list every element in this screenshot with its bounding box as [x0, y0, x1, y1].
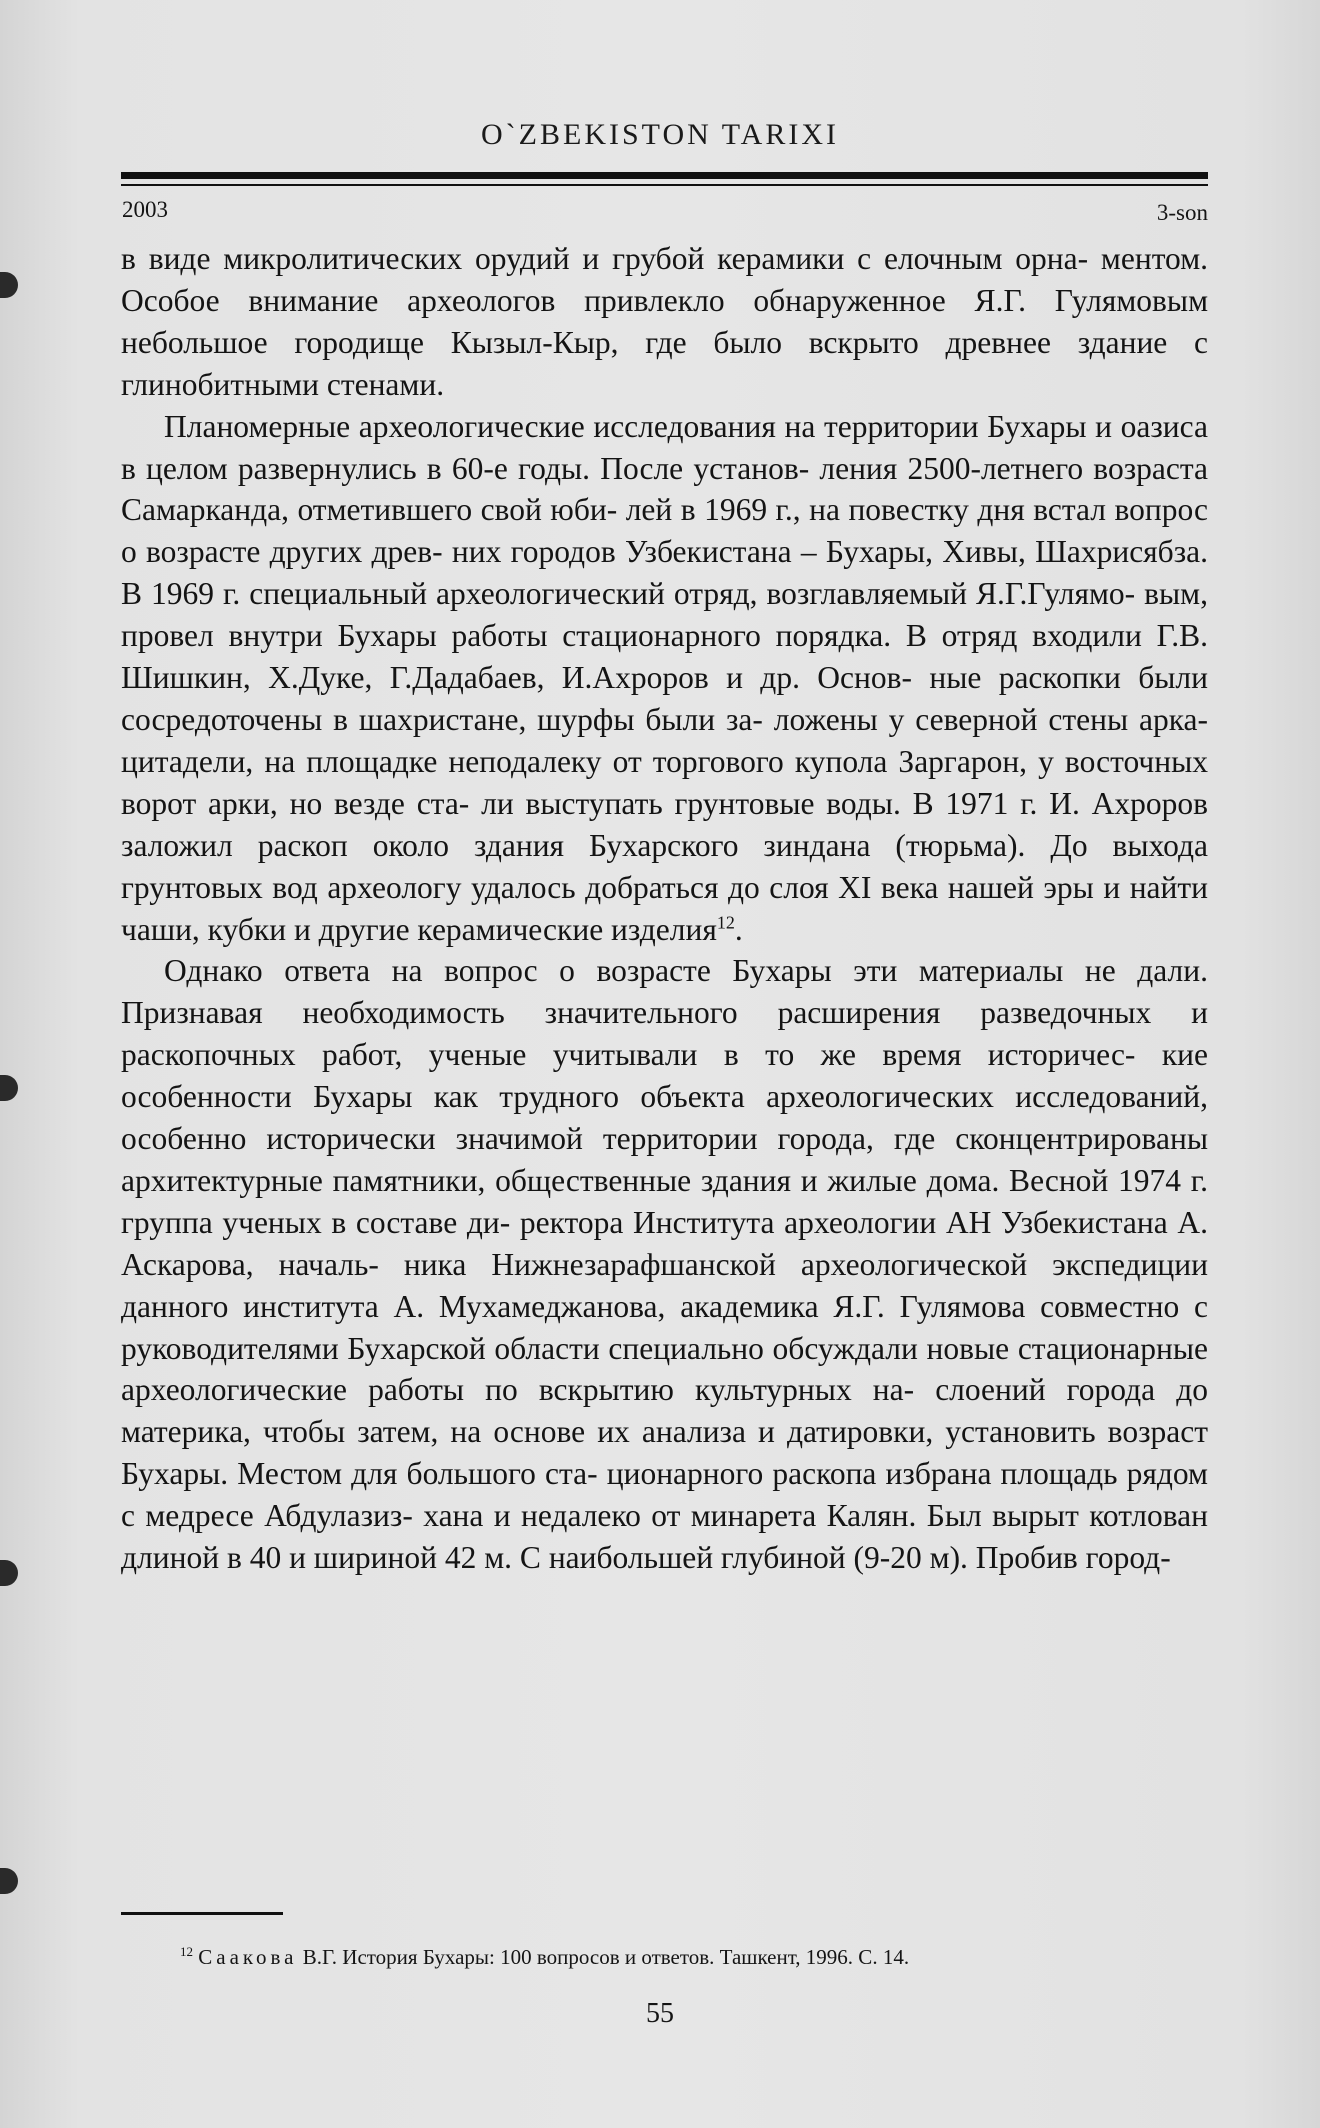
body-paragraph	[121, 238, 1208, 406]
text-line: ления 2500-летнего возраста Самарканда, отметившего свой юби-	[121, 450, 1209, 528]
text-line: Однако ответа на вопрос о возрасте Бухары эти материалы не дали.	[164, 953, 1208, 989]
text-line: чаши, кубки и другие керамические изделия	[121, 911, 717, 947]
header-rule-thick	[121, 172, 1208, 179]
text-line: датировки, установить возраст Бухары. Местом для большого ста-	[121, 1414, 1209, 1492]
punch-hole-mark	[0, 1868, 18, 1894]
text-line: кие особенности Бухары как трудного объекта археологических	[121, 1037, 1208, 1115]
footnote-number: 12	[180, 1944, 193, 1959]
page-number: 55	[646, 1998, 674, 2029]
text-line: ректора Института археологии АН Узбекистана А. Аскарова, началь-	[121, 1204, 1209, 1282]
text-line: слоений города до материка, чтобы затем, на основе их анализа и	[121, 1372, 1208, 1450]
text-line: лей в 1969 г., на повестку дня встал вопрос о возрасте других древ-	[121, 492, 1208, 570]
text-line: где сконцентрированы архитектурные памятники, общественные	[121, 1121, 1208, 1198]
header-rule-thin	[121, 184, 1208, 186]
text-line: Бухары и оазиса в целом развернулись в 60-е годы. После установ-	[121, 408, 1209, 486]
punch-hole-mark	[0, 272, 18, 298]
text-line: в виде микролитических орудий и грубой керамики с елочным орна-	[121, 241, 1089, 276]
text-line: них городов Узбекистана – Бухары, Хивы, Шахрисябза. В 1969 г.	[121, 534, 1209, 612]
text-line: Признавая необходимость значительного расширения разведочных	[121, 995, 1152, 1031]
journal-title: O`ZBEKISTON TARIXI	[481, 118, 839, 151]
text-line: специальный археологический отряд, возглавляемый Я.Г.Гулямо-	[249, 576, 1136, 612]
text-line: хана и недалеко от минарета Калян. Был вырыт котлован длиной в	[121, 1498, 1208, 1576]
punch-hole-mark	[0, 1560, 18, 1586]
text-line: вод археологу удалось добраться до слоя XI века нашей эры и найти	[272, 869, 1209, 905]
text-line: стационарные археологические работы по вскрытию культурных на-	[121, 1330, 1208, 1408]
text-line: ные раскопки были сосредоточены в шахристане, шурфы были за-	[121, 660, 1208, 737]
footnote-reference: 12	[716, 912, 735, 932]
text-line: вым, провел внутри Бухары работы стационарного порядка. В отряд	[121, 576, 1208, 654]
text-line: института А. Мухамеджанова, академика Я.Г. Гулямова совместно	[243, 1288, 1180, 1324]
article-body	[121, 238, 1208, 1579]
text-line: 40 и шириной 42 м. С наибольшей глубиной (9-20 м). Пробив город-	[249, 1540, 1171, 1576]
issue-year: 2003	[122, 197, 168, 222]
punch-hole-mark	[0, 1075, 18, 1101]
text-line: ложены у северной стены арка-цитадели, на площадке неподалеку	[121, 701, 1208, 779]
text-line: древнее здание с глинобитными стенами.	[121, 324, 1209, 402]
footnote-text: В.Г. История Бухары: 100 вопросов и ответов. Ташкент, 1996. С. 14.	[297, 1945, 910, 1969]
text-line: ционарного раскопа избрана площадь рядом с медресе Абдулазиз-	[121, 1456, 1208, 1534]
footnote-separator	[121, 1912, 283, 1915]
text-line: здания и жилые дома. Весной 1974 г. группа ученых в составе ди-	[121, 1162, 1209, 1240]
sentence-end: .	[734, 911, 743, 947]
footnote-author: Саакова	[198, 1945, 298, 1969]
text-line: и раскопочных работ, ученые учитывали в то же время историчес-	[121, 995, 1209, 1073]
footnote	[180, 1938, 1180, 1971]
text-line: входили Г.В. Шишкин, Х.Дуке, Г.Дадабаев, И.Ахроров и др. Основ-	[121, 618, 1208, 696]
text-line: исследований, особенно исторически значимой территории города,	[121, 1079, 1209, 1157]
text-line: от торгового купола Заргарон, у восточных ворот арки, но везде ста-	[121, 743, 1208, 821]
text-line: Гулямовым небольшое городище Кызыл-Кыр, где было вскрыто	[121, 282, 1209, 360]
body-paragraph	[121, 950, 1208, 1579]
text-line: около здания Бухарского зиндана (тюрьма). До выхода грунтовых	[121, 827, 1208, 905]
text-line: с руководителями Бухарской области специально обсуждали новые	[121, 1288, 1208, 1366]
text-line: Планомерные археологические исследования на территории	[164, 408, 979, 444]
body-paragraph	[121, 406, 1208, 951]
text-line: ника Нижнезарафшанской археологической экспедиции данного	[121, 1246, 1208, 1324]
issue-number: 3-son	[1156, 200, 1208, 225]
text-line: ментом. Особое внимание археологов привлекло обнаруженное Я.Г.	[121, 241, 1209, 318]
text-line: ли выступать грунтовые воды. В 1971 г. И. Ахроров заложил раскоп	[121, 785, 1208, 863]
